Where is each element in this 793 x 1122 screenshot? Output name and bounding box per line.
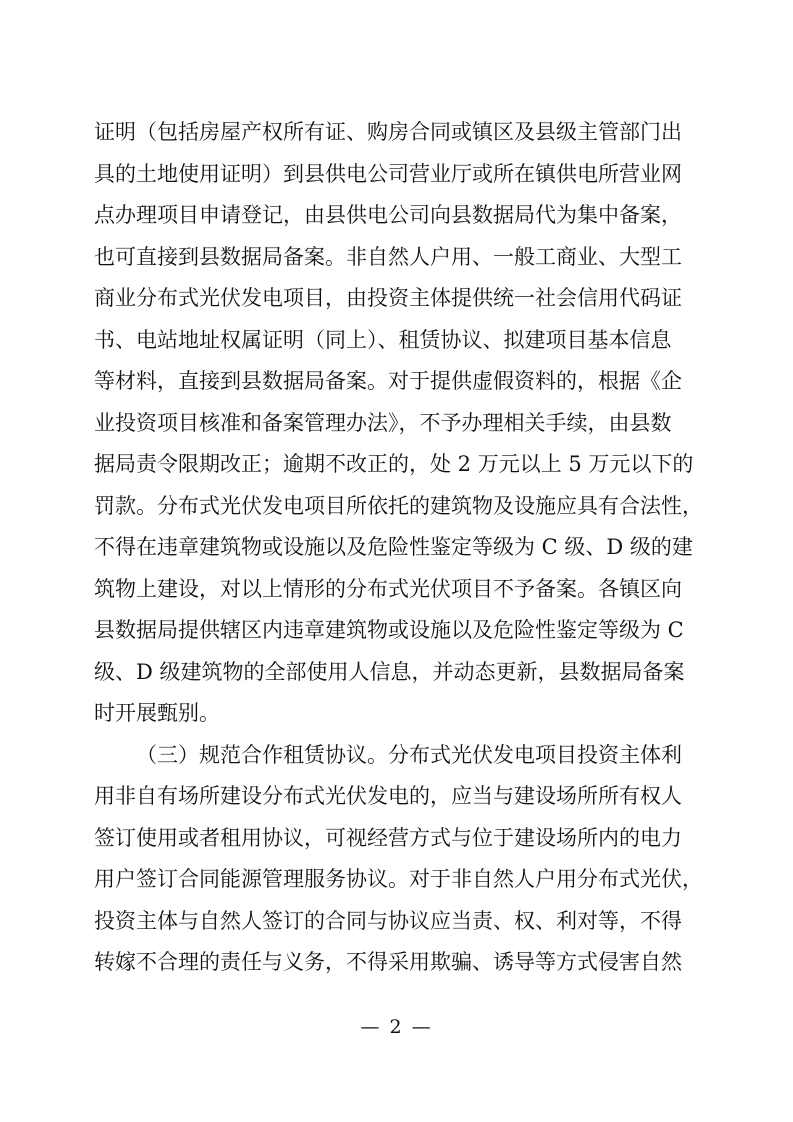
text-line-8: 业投资项目核准和备案管理办法》，不予办理相关手续，由县数 [94,410,672,435]
text-line-5: 商业分布式光伏发电项目，由投资主体提供统一社会信用代码证 [94,286,682,310]
text-line-3: 点办理项目申请登记，由县供电公司向县数据局代为集中备案， [94,203,682,227]
text-line-14: 级、D 级建筑物的全部使用人信息，并动态更新，县数据局备案 [94,659,685,684]
text-line-15: 时开展甄别。 [94,701,220,725]
text-line-9: 据局责令限期改正；逾期不改正的，处 2 万元以上 5 万元以下的 [94,452,694,476]
text-line-12: 筑物上建设，对以上情形的分布式光伏项目不予备案。各镇区向 [94,576,682,601]
text-line-4: 也可直接到县数据局备案。非自然人户用、一般工商业、大型工 [94,244,682,269]
text-line-21: 转嫁不合理的责任与义务，不得采用欺骗、诱导等方式侵害自然 [94,950,682,974]
text-line-17: 用非自有场所建设分布式光伏发电的，应当与建设场所所有权人 [94,784,682,808]
text-line-1: 证明（包括房屋产权所有证、购房合同或镇区及县级主管部门出 [94,120,682,144]
text-line-19: 用户签订合同能源管理服务协议。对于非自然人户用分布式光伏， [94,867,703,891]
text-line-13: 县数据局提供辖区内违章建筑物或设施以及危险性鉴定等级为 C [94,618,684,642]
page-number: — 2 — [360,1016,433,1038]
text-line-20: 投资主体与自然人签订的合同与协议应当责、权、利对等，不得 [94,908,682,933]
document-body [94,112,706,984]
text-line-11: 不得在违章建筑物或设施以及危险性鉴定等级为 C 级、D 级的建 [94,535,693,559]
text-line-6: 书、电站地址权属证明（同上）、租赁协议、拟建项目基本信息 [94,327,672,352]
text-line-2: 具的土地使用证明）到县供电公司营业厅或所在镇供电所营业网 [94,161,682,186]
text-line-10: 罚款。分布式光伏发电项目所依托的建筑物及设施应具有合法性， [94,493,703,518]
section-heading-line: （三）规范合作租赁协议。分布式光伏发电项目投资主体利 [136,742,682,767]
text-line-7: 等材料，直接到县数据局备案。对于提供虚假资料的，根据《企 [94,369,682,393]
text-line-18: 签订使用或者租用协议，可视经营方式与位于建设场所内的电力 [94,825,682,850]
